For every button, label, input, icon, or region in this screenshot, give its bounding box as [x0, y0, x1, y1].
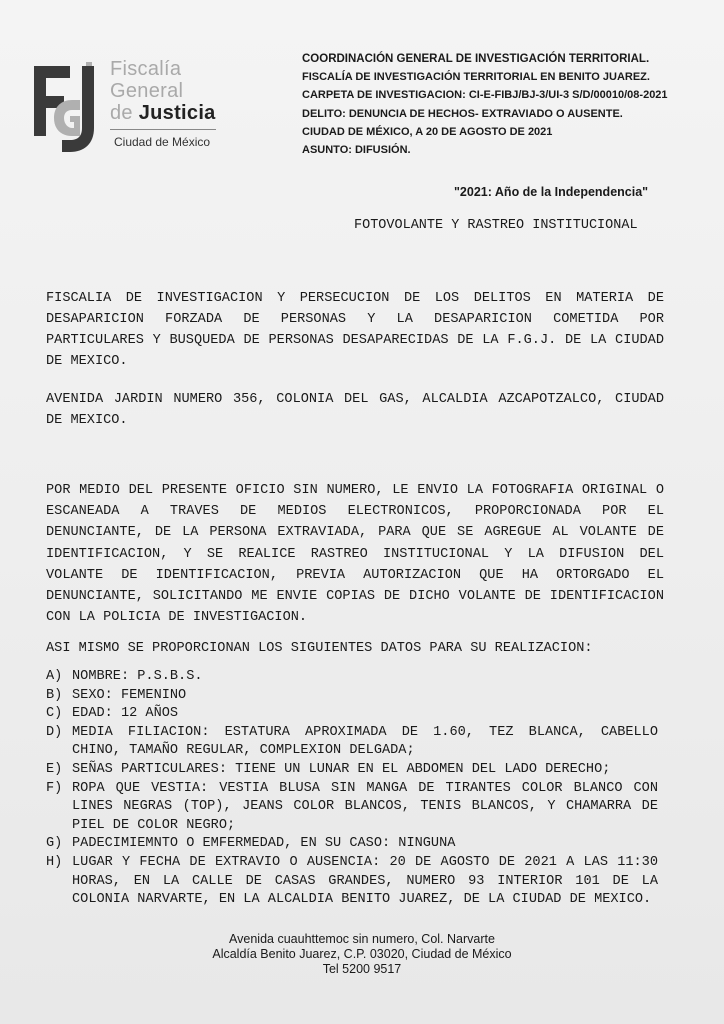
data-intro: ASI MISMO SE PROPORCIONAN LOS SIGUIENTES DATOS PARA SU REALIZACION:: [46, 641, 593, 656]
body-paragraph: POR MEDIO DEL PRESENTE OFICIO SIN NUMERO, LE ENVIO LA FOTOGRAFIA ORIGINAL O ESCANEADA A TRAVES DE MEDIOS ELECTRONICOS, PROPORCIONADA POR EL DENUNCIANTE, DE LA PERSONA EXTRAVIADA, PARA QUE SE AGREGUE AL VOLANTE DE IDENTIFICACION, Y SE REALICE RASTREO INSTITUCIONAL Y LA DIFUSION DEL VOLANTE DE IDENTIFICACION, PREVIA AUTORIZACION QUE HA ORTORGADO EL DENUNCIANTE, SOLICITANDO ME ENVIE COPIAS DE DICHO VOLANTE DE IDENTIFICACION CON LA POLICIA DE INVESTIGACION.: [46, 483, 664, 626]
logo-line-2: General: [110, 80, 184, 102]
list-item: [46, 854, 658, 910]
address-paragraph: AVENIDA JARDIN NUMERO 356, COLONIA DEL GAS, ALCALDIA AZCAPOTZALCO, CIUDAD DE MEXICO.: [46, 392, 664, 428]
logo-line-3-prefix: de: [110, 102, 133, 124]
list-item-label: D): [46, 724, 63, 740]
list-item-label: F): [46, 780, 63, 796]
document-title: FOTOVOLANTE Y RASTREO INSTITUCIONAL: [354, 218, 638, 233]
list-item-text: NOMBRE: P.S.B.S.: [72, 669, 203, 684]
logo-line-1: Fiscalía: [110, 58, 182, 80]
fgj-logo: [30, 56, 230, 156]
list-item-label: C): [46, 706, 63, 722]
list-item-label: H): [46, 854, 63, 870]
logo-line-3: [110, 102, 216, 124]
logo-city: Ciudad de México: [114, 135, 211, 149]
list-item-label: E): [46, 761, 63, 777]
list-item-text: LUGAR Y FECHA DE EXTRAVIO O AUSENCIA: 20 DE AGOSTO DE 2021 A LAS 11:30 HORAS, EN LA CALLE DE CASAS GRANDES, NUMERO 93 INTERIOR 101 DE LA COLONIA NARVARTE, EN LA ALCALDIA BENITO JUAREZ, DE LA CIUDAD DE MEXICO.: [72, 854, 658, 908]
list-item-label: B): [46, 687, 63, 703]
list-item: [46, 668, 658, 687]
logo-divider: [110, 129, 216, 130]
logo-line-3-strong: Justicia: [138, 102, 216, 124]
header-line-delito: DELITO: DENUNCIA DE HECHOS- EXTRAVIADO O AUSENTE.: [302, 107, 623, 120]
footer-alcaldia: Alcaldía Benito Juarez, C.P. 03020, Ciudad de México: [212, 947, 512, 961]
fgj-logo-icon: [30, 62, 102, 154]
list-item: [46, 705, 658, 724]
list-item: [46, 761, 658, 780]
header-line-carpeta: CARPETA DE INVESTIGACION: CI-E-FIBJ/BJ-3/UI-3 S/D/00010/08-2021: [302, 89, 668, 102]
list-item-label: A): [46, 669, 63, 684]
header-line-fecha: CIUDAD DE MÉXICO, A 20 DE AGOSTO DE 2021: [302, 125, 553, 138]
list-item: [46, 724, 658, 761]
header-line-asunto: ASUNTO: DIFUSIÓN.: [302, 144, 411, 157]
list-item-label: G): [46, 836, 63, 852]
list-item-text: SEXO: FEMENINO: [72, 687, 187, 703]
list-item-text: MEDIA FILIACION: ESTATURA APROXIMADA DE 1.60, TEZ BLANCA, CABELLO CHINO, TAMAÑO REGULAR, COMPLEXION DELGADA;: [72, 724, 658, 759]
header-line-fiscalia: FISCALÍA DE INVESTIGACIÓN TERRITORIAL EN BENITO JUAREZ.: [302, 71, 650, 84]
document-footer: [160, 932, 564, 977]
list-item-text: PADECIMIEMNTO O EMFERMEDAD, EN SU CASO: NINGUNA: [72, 836, 456, 852]
list-item-text: SEÑAS PARTICULARES: TIENE UN LUNAR EN EL ABDOMEN DEL LADO DERECHO;: [72, 761, 611, 777]
recipient-paragraph: FISCALIA DE INVESTIGACION Y PERSECUCION DE LOS DELITOS EN MATERIA DE DESAPARICION FORZADA DE PERSONAS Y LA DESAPARICION COMETIDA POR PARTICULARES Y BUSQUEDA DE PERSONAS DESAPARECIDAS DE LA F.G.J. DE LA CIUDAD DE MEXICO.: [46, 291, 664, 369]
list-item-text: EDAD: 12 AÑOS: [72, 706, 179, 722]
list-item: [46, 780, 658, 836]
list-item-text: ROPA QUE VESTIA: VESTIA BLUSA SIN MANGA DE TIRANTES COLOR BLANCO CON LINES NEGRAS (TOP), JEANS COLOR BLANCOS, TENIS BLANCOS, Y CHAMARRA DE PIEL DE COLOR NEGRO;: [72, 780, 658, 833]
list-item: [46, 835, 658, 854]
header-line-coordinacion: COORDINACIÓN GENERAL DE INVESTIGACIÓN TERRITORIAL.: [302, 53, 650, 65]
person-data-list: [46, 668, 658, 910]
year-motto: "2021: Año de la Independencia": [454, 185, 649, 199]
list-item: [46, 687, 658, 706]
document-header: [302, 50, 702, 159]
footer-address: Avenida cuauhttemoc sin numero, Col. Narvarte: [229, 932, 495, 946]
footer-phone: Tel 5200 9517: [322, 962, 402, 976]
